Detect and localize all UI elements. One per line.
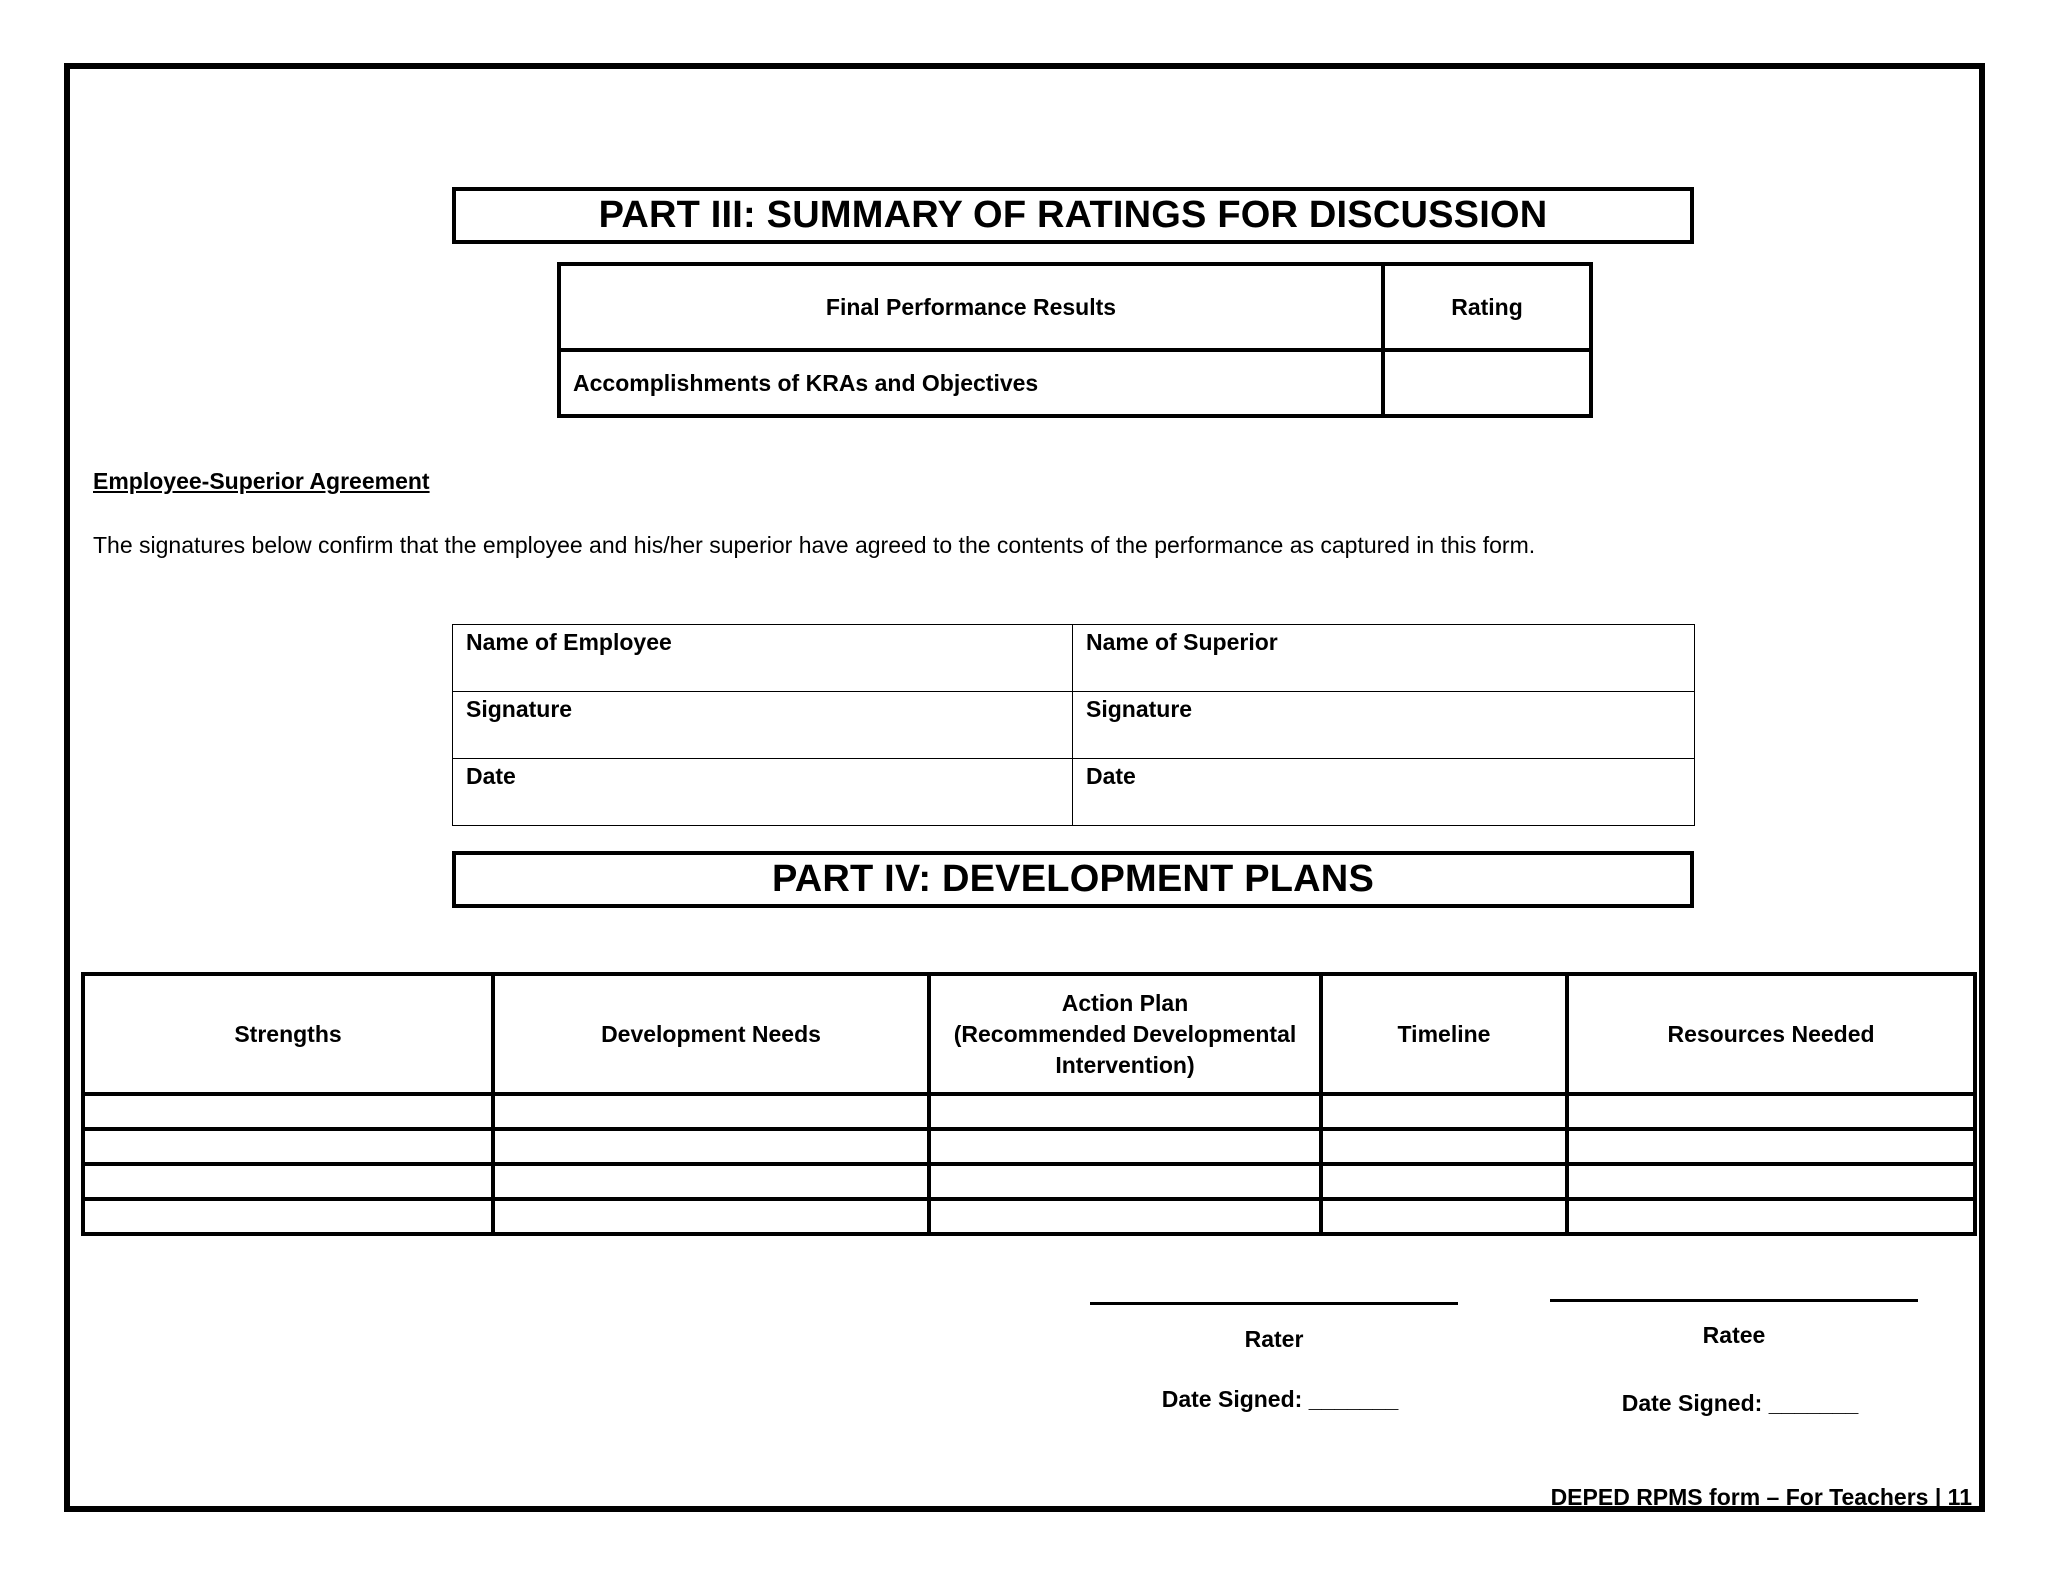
development-plan-cell[interactable] bbox=[1321, 1094, 1567, 1129]
employee-name-field[interactable]: Name of Employee bbox=[453, 625, 1073, 692]
agreement-text: The signatures below confirm that the employee and his/her superior have agreed to the contents of the performance as captured in this form. bbox=[93, 532, 1536, 558]
column-header-rating: Rating bbox=[1383, 264, 1591, 350]
ratee-label: Ratee bbox=[1702, 1322, 1766, 1348]
table-header-row bbox=[559, 264, 1591, 350]
ratee-date-signed[interactable]: Date Signed: _______ bbox=[1621, 1390, 1859, 1416]
development-plans-table bbox=[81, 972, 1977, 1236]
table-row bbox=[453, 692, 1695, 759]
part3-title: PART III: SUMMARY OF RATINGS FOR DISCUSSION bbox=[452, 187, 1694, 244]
rater-label: Rater bbox=[1244, 1326, 1304, 1352]
page-footer: DEPED RPMS form – For Teachers | 11 bbox=[1550, 1484, 1972, 1510]
kra-accomplishments-label: Accomplishments of KRAs and Objectives bbox=[559, 350, 1383, 416]
column-header-action-plan: Action Plan (Recommended Developmental Intervention) bbox=[929, 974, 1321, 1094]
table-row bbox=[559, 350, 1591, 416]
development-plans-body bbox=[83, 1094, 1975, 1234]
column-header-final-results: Final Performance Results bbox=[559, 264, 1383, 350]
table-row bbox=[453, 759, 1695, 826]
development-plan-cell[interactable] bbox=[493, 1129, 929, 1164]
development-plan-cell[interactable] bbox=[1567, 1199, 1975, 1234]
development-plan-cell[interactable] bbox=[83, 1164, 493, 1199]
development-plan-cell[interactable] bbox=[493, 1094, 929, 1129]
table-header-row bbox=[83, 974, 1975, 1094]
development-plan-cell[interactable] bbox=[929, 1094, 1321, 1129]
employee-date-field[interactable]: Date bbox=[453, 759, 1073, 826]
development-plan-cell[interactable] bbox=[1321, 1199, 1567, 1234]
column-header-timeline: Timeline bbox=[1321, 974, 1567, 1094]
superior-date-field[interactable]: Date bbox=[1073, 759, 1695, 826]
ratee-signature-line[interactable] bbox=[1550, 1299, 1918, 1302]
table-row bbox=[83, 1164, 1975, 1199]
development-plan-cell[interactable] bbox=[83, 1199, 493, 1234]
superior-name-field[interactable]: Name of Superior bbox=[1073, 625, 1695, 692]
column-header-development-needs: Development Needs bbox=[493, 974, 929, 1094]
employee-signature-field[interactable]: Signature bbox=[453, 692, 1073, 759]
column-header-resources-needed: Resources Needed bbox=[1567, 974, 1975, 1094]
table-row bbox=[83, 1094, 1975, 1129]
development-plan-cell[interactable] bbox=[493, 1164, 929, 1199]
signature-table bbox=[452, 624, 1695, 826]
development-plan-cell[interactable] bbox=[83, 1094, 493, 1129]
rater-date-signed[interactable]: Date Signed: _______ bbox=[1161, 1386, 1399, 1412]
development-plan-cell[interactable] bbox=[83, 1129, 493, 1164]
table-row bbox=[453, 625, 1695, 692]
development-plan-cell[interactable] bbox=[929, 1164, 1321, 1199]
agreement-title: Employee-Superior Agreement bbox=[93, 468, 430, 494]
final-results-table bbox=[557, 262, 1593, 418]
column-header-strengths: Strengths bbox=[83, 974, 493, 1094]
development-plan-cell[interactable] bbox=[1321, 1164, 1567, 1199]
development-plan-cell[interactable] bbox=[1321, 1129, 1567, 1164]
development-plan-cell[interactable] bbox=[1567, 1129, 1975, 1164]
rating-input-cell[interactable] bbox=[1383, 350, 1591, 416]
table-row bbox=[83, 1129, 1975, 1164]
part4-title: PART IV: DEVELOPMENT PLANS bbox=[452, 851, 1694, 908]
development-plan-cell[interactable] bbox=[929, 1129, 1321, 1164]
development-plan-cell[interactable] bbox=[493, 1199, 929, 1234]
table-row bbox=[83, 1199, 1975, 1234]
rater-signature-line[interactable] bbox=[1090, 1302, 1458, 1305]
development-plan-cell[interactable] bbox=[1567, 1164, 1975, 1199]
superior-signature-field[interactable]: Signature bbox=[1073, 692, 1695, 759]
development-plan-cell[interactable] bbox=[929, 1199, 1321, 1234]
development-plan-cell[interactable] bbox=[1567, 1094, 1975, 1129]
